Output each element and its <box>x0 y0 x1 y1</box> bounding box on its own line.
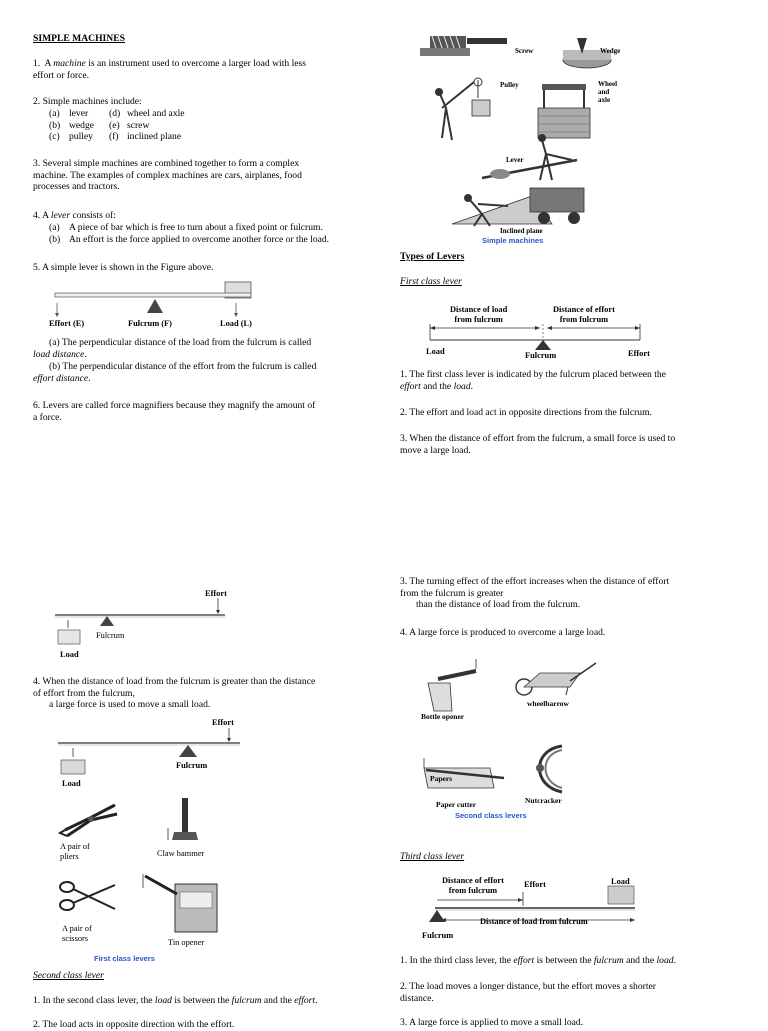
effort-label: Effort <box>212 718 234 727</box>
load-block <box>608 886 634 904</box>
simple-machines-caption: Simple machines <box>482 236 544 245</box>
claw-hammer-label: Claw hammer <box>157 849 205 858</box>
bottle-opener-icon <box>420 655 500 715</box>
third-class-point-3: 3. A large force is applied to move a small load. <box>400 1017 584 1028</box>
effort-label: Effort (E) <box>49 319 85 328</box>
second-class-point-4: 4. A large force is produced to overcome a large load. <box>400 627 606 638</box>
paragraph-5b: (b) The perpendicular distance of the effort from the fulcrum is called effort distance. <box>33 361 317 384</box>
effort-label: Effort <box>628 349 650 358</box>
first-class-point-2: 2. The effort and load act in opposite directions from the fulcrum. <box>400 407 652 418</box>
inclined-plane-label: Inclined plane <box>500 227 543 235</box>
paragraph-5a: (a) The perpendicular distance of the load from the fulcrum is called load distance. <box>33 337 312 360</box>
lever-machine-label: Lever <box>506 156 524 164</box>
load-block <box>61 760 85 774</box>
simple-machines-figure <box>412 28 642 243</box>
nutcracker-label: Nutcracker <box>525 796 562 805</box>
fulcrum-label: Fulcrum <box>422 931 454 940</box>
wheel-label: Wheel and axle <box>598 80 618 104</box>
load-label: Load <box>60 650 79 659</box>
tin-opener-label: Tin opener <box>168 938 205 947</box>
wheelbarrow-label: wheelbarrow <box>527 699 569 708</box>
paper-cutter-icon <box>420 748 510 798</box>
effort-label: Effort <box>205 589 227 598</box>
paragraph-1 <box>33 58 373 81</box>
p1-a: A <box>44 58 54 69</box>
first-class-point-3: 3. When the distance of effort from the fulcrum, a small force is used to move a large load. <box>400 433 676 456</box>
wedge-label: Wedge <box>600 47 621 55</box>
load-label: Load <box>426 347 445 356</box>
distance-of-effort-label: Distance of effort from fulcrum <box>553 305 615 324</box>
effort-label: Effort <box>524 880 546 889</box>
machine-list-row: (c) pulley (f) inclined plane <box>49 131 182 142</box>
fulcrum-triangle <box>100 616 114 626</box>
machine-list-row: (b) wedge (e) screw <box>49 119 150 131</box>
screw-label: Screw <box>515 47 534 55</box>
second-class-caption: Second class levers <box>455 811 527 820</box>
inclined-plane-icon <box>452 188 584 226</box>
p1-c: effort or force. <box>33 69 90 81</box>
bottle-opener-label: Bottle opener <box>421 712 465 721</box>
lever-figure-3 <box>55 727 255 777</box>
fulcrum-label: Fulcrum (F) <box>128 319 172 328</box>
second-class-point-3: 3. The turning effect of the effort increases when the distance of effort from the fulcrum is greater than the distance of load from the fulcrum. <box>400 576 670 610</box>
paragraph-6: 6. Levers are called force magnifiers because they magnify the amount of a force. <box>33 400 316 423</box>
claw-hammer-icon <box>160 798 210 848</box>
distance-of-load-label: Distance of load from fulcrum <box>480 917 588 926</box>
paragraph-4: 4. A lever consists of: <box>33 210 116 221</box>
load-label: Load (L) <box>220 319 252 328</box>
third-class-point-1: 1. In the third class lever, the effort is between the fulcrum and the load. <box>400 955 676 966</box>
paragraph-3: 3. Several simple machines are combined together to form a complex machine. The examples of complex machines are cars, airplanes, food processes and tractors. <box>33 158 302 192</box>
lever-bar <box>55 293 251 297</box>
types-of-levers-heading: Types of Levers <box>400 251 465 262</box>
pliers-label: A pair of pliers <box>60 842 90 861</box>
third-class-heading: Third class lever <box>400 851 465 862</box>
scissors-icon <box>55 875 125 925</box>
fulcrum-triangle <box>535 340 551 350</box>
page-title: SIMPLE MACHINES <box>33 33 125 44</box>
third-class-point-2: 2. The load moves a longer distance, but the effort moves a shorter distance. <box>400 981 656 1004</box>
first-class-caption: First class levers <box>94 954 155 963</box>
fulcrum-label: Fulcrum <box>176 761 208 770</box>
load-label: Load <box>611 877 630 886</box>
wheelbarrow-icon <box>510 655 600 705</box>
paper-cutter-label: Paper cutter <box>436 800 477 809</box>
pulley-label: Pulley <box>500 81 519 89</box>
lever-parts-list: (a) A piece of bar which is free to turn about a fixed point or fulcrum. (b) An effort is the force applied to overcome another force or the load. <box>49 222 330 245</box>
p1-b: is an instrument used to overcome a larger load with less <box>85 58 306 69</box>
pliers-icon <box>55 800 125 840</box>
fulcrum-label: Fulcrum <box>525 351 557 360</box>
pulley-icon <box>435 78 490 140</box>
simple-lever-figure <box>50 282 280 322</box>
screw-icon <box>420 36 507 56</box>
lever-figure-2 <box>50 598 250 648</box>
load-block <box>58 630 80 644</box>
distance-of-effort-label: Distance of effort from fulcrum <box>442 876 504 895</box>
second-class-point-1: 1. In the second class lever, the load is between the fulcrum and the effort. <box>33 995 318 1006</box>
papers-label: Papers <box>430 774 453 783</box>
fulcrum-triangle <box>179 745 197 757</box>
first-class-point-1: 1. The first class lever is indicated by the fulcrum placed between the effort and the load. <box>400 369 666 392</box>
load-label: Load <box>62 779 81 788</box>
scissors-label: A pair of scissors <box>62 924 92 943</box>
paragraph-4b: 4. When the distance of load from the fulcrum is greater than the distance of effort from the fulcrum, a large force is used to move a small load. <box>33 676 316 710</box>
first-class-heading: First class lever <box>400 276 462 287</box>
machine-list <box>49 108 185 143</box>
machine-list-row: (a) lever (d) wheel and axle <box>49 108 185 119</box>
p1-em: machine <box>53 58 86 69</box>
paragraph-2-intro: 2. Simple machines include: <box>33 96 142 107</box>
tin-opener-icon <box>135 872 225 937</box>
nutcracker-icon <box>518 740 588 800</box>
lever-icon <box>482 134 577 180</box>
second-class-point-2: 2. The load acts in opposite direction with the effort. <box>33 1019 235 1030</box>
p1-num: 1. <box>33 58 41 69</box>
wheel-and-axle-icon <box>538 84 590 138</box>
second-class-heading: Second class lever <box>33 970 104 981</box>
distance-of-load-label: Distance of load from fulcrum <box>450 305 508 324</box>
fulcrum-label: Fulcrum <box>96 631 125 640</box>
fulcrum-triangle <box>147 299 163 313</box>
paragraph-5: 5. A simple lever is shown in the Figure above. <box>33 262 214 273</box>
